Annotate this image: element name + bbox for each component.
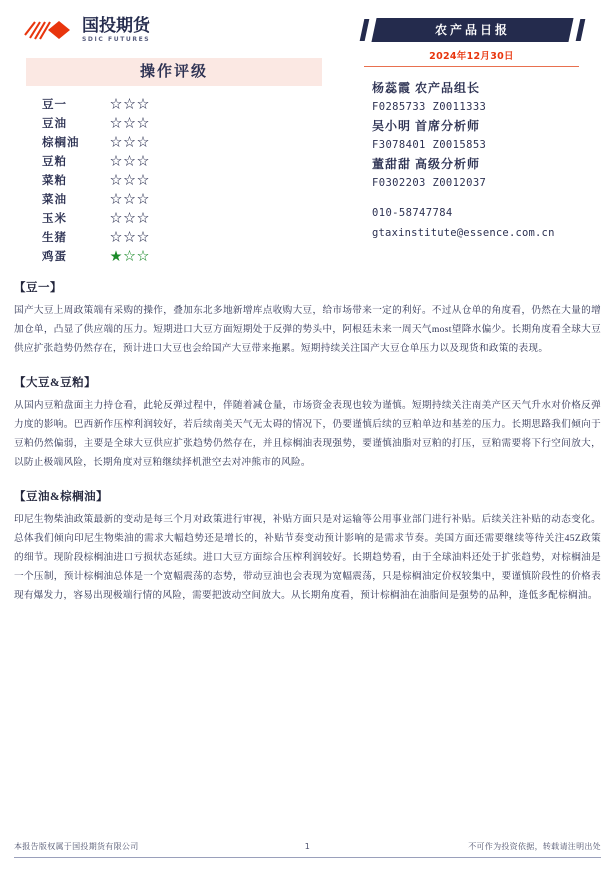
rating-row — [42, 113, 332, 132]
report-section-title: 【大豆&豆粕】 — [14, 377, 97, 389]
page-header — [0, 0, 615, 265]
contact-person-codes: F0302203 Z0012037 — [372, 177, 487, 189]
footer-page-number: 1 — [304, 842, 311, 851]
rating-row — [42, 208, 332, 227]
report-banner — [360, 18, 585, 42]
contact-spacer — [372, 193, 601, 203]
contact-person-name: 杨蕊霞 农产品组长 — [372, 81, 481, 95]
report-section-body: 印尼生物柴油政策最新的变动是每三个月对政策进行审视，补贴方面只是对运输等公用事业部门进行补贴。后续关注补贴的动态变化。总体我们倾向印尼生物柴油的需求大幅趋势还是增长的，补贴节奏变动预计影响的是需求节奏。美国方面还需要继续等待关注45Z政策的细节。现阶段棕榈油进口亏损状态延续。进口大豆方面综合压榨利润较好。长期趋势看，由于全球油料还处于扩张趋势，对棕榈油是一个压制，预计棕榈油总体是一个宽幅震荡的态势，带动豆油也会表现为宽幅震荡，只是棕榈油定价权较集中，要谨慎阶段性的价格表现有爆发力，容易出现极端行情的风险，需要把波动空间放大。从长期角度看，预计棕榈油在油脂间是强势的品种，逢低多配棕榈油。 — [14, 514, 601, 601]
rating-row-stars: ☆☆☆ — [110, 96, 151, 111]
rating-row — [42, 132, 332, 151]
rating-row-stars: ☆☆☆ — [110, 153, 151, 168]
rating-row — [42, 246, 332, 265]
report-content — [14, 279, 601, 605]
rating-row-stars: ★☆☆ — [110, 248, 151, 263]
rating-row-stars: ☆☆☆ — [110, 172, 151, 187]
report-section-body: 从国内豆粕盘面主力持仓看，此轮反弹过程中，伴随着减仓量，市场资金表现也较为谨慎。短期持续关注南美产区天气升水对价格反弹力度的影响。巴西新作压榨利润较好，若后续南美天气无太碍的情况下，仍要谨慎后续的豆粕单边和基差的压力。长期思路我们倾向于豆粕仍然偏弱，主要是全球大豆供应扩张趋势仍然存在，并且棕榈油表现强势，要谨慎油脂对豆粕的打压，豆粕需要将下行空间放大，以防止极端风险，长期角度对豆粕继续择机泄空去对冲熊市的风险。 — [14, 400, 601, 468]
report-section-body: 国产大豆上周政策端有采购的操作，叠加东北多地新增库点收购大豆，给市场带来一定的利好。不过从仓单的角度看，仍然在大量的增加仓单，凸显了供应端的压力。短期进口大豆方面短期处于反弹的势头中，阿根廷未来一周天气most望降水偏少。长期角度看全球大豆供应扩张趋势仍然存在，预计进口大豆也会给国产大豆带来拖累。短期持续关注国产大豆仓单压力以及现货和政策的表现。 — [14, 305, 601, 354]
rating-row-name: 玉米 — [42, 212, 67, 225]
rating-row — [42, 170, 332, 189]
logo-name-en: SDIC FUTURES — [82, 35, 151, 43]
report-section — [14, 279, 601, 358]
company-logo — [14, 14, 332, 46]
contact-person-codes: F0285733 Z0011333 — [372, 101, 487, 113]
contact-email[interactable]: gtaxinstitute@essence.com.cn — [372, 227, 555, 239]
rating-row-stars: ☆☆☆ — [110, 229, 151, 244]
contact-phone[interactable]: 010-58747784 — [372, 207, 453, 219]
rating-row-stars: ☆☆☆ — [110, 134, 151, 149]
contact-person-codes: F3078401 Z0015853 — [372, 139, 487, 151]
logo-mark-icon — [22, 17, 76, 43]
rating-list — [14, 94, 332, 265]
rating-panel-title: 操作评级 — [26, 58, 322, 86]
rating-row — [42, 227, 332, 246]
footer-divider — [14, 857, 601, 858]
contact-person-name: 董甜甜 高级分析师 — [372, 157, 481, 171]
header-right-column — [332, 14, 601, 265]
logo-name-cn: 国投期货 — [82, 15, 150, 36]
rating-row-name: 生猪 — [42, 231, 67, 244]
footer-disclaimer: 不可作为投资依据，转载请注明出处 — [468, 842, 601, 851]
rating-row-name: 菜粕 — [42, 174, 67, 187]
rating-row-name: 菜油 — [42, 193, 67, 206]
rating-row-name: 豆一 — [42, 98, 67, 111]
logo-text — [82, 15, 151, 43]
contact-block — [342, 79, 601, 243]
rating-row-name: 豆油 — [42, 117, 67, 130]
report-date: 2024年12月30日 — [364, 48, 579, 67]
rating-row-name: 鸡蛋 — [42, 250, 67, 263]
header-left-column — [14, 14, 332, 265]
rating-row — [42, 94, 332, 113]
rating-row-stars: ☆☆☆ — [110, 191, 151, 206]
rating-row-stars: ☆☆☆ — [110, 210, 151, 225]
banner-title: 农产品日报 — [434, 23, 510, 37]
rating-row-stars: ☆☆☆ — [110, 115, 151, 130]
rating-row-name: 棕榈油 — [42, 136, 80, 149]
report-section — [14, 374, 601, 472]
report-section-title: 【豆油&棕榈油】 — [14, 491, 109, 503]
report-section — [14, 488, 601, 605]
footer-row — [14, 841, 601, 857]
rating-row-name: 豆粕 — [42, 155, 67, 168]
footer-copyright: 本报告版权属于国投期货有限公司 — [14, 842, 139, 851]
page-footer — [14, 841, 601, 858]
rating-row — [42, 151, 332, 170]
contact-person-name: 吴小明 首席分析师 — [372, 119, 481, 133]
rating-row — [42, 189, 332, 208]
report-section-title: 【豆一】 — [14, 282, 62, 294]
